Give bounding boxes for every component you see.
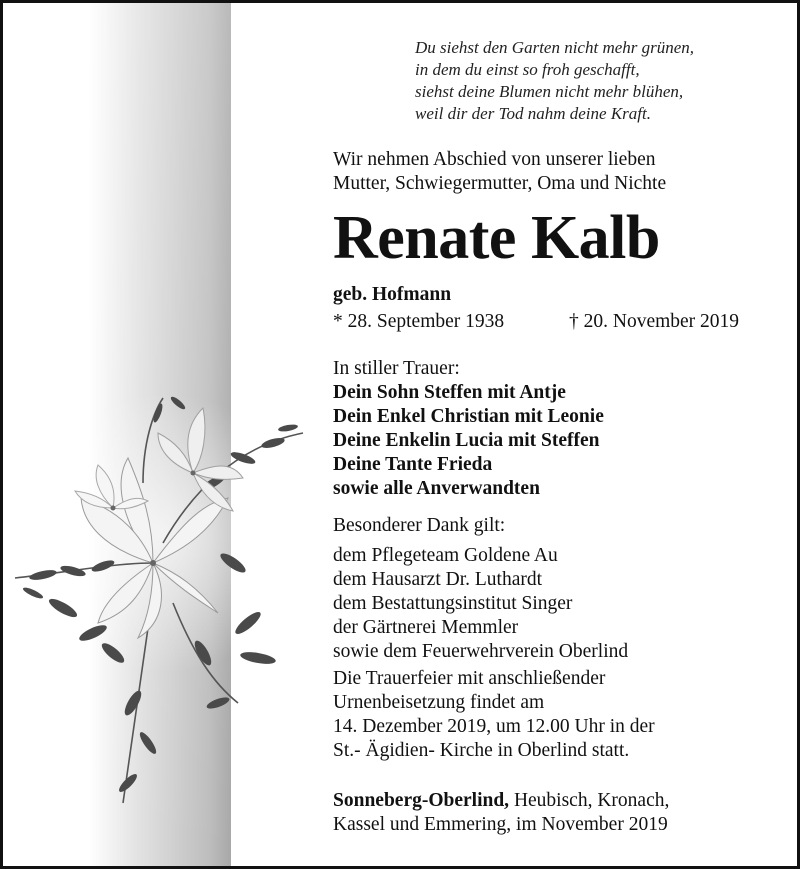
thanks-line: dem Pflegeteam Goldene Au <box>333 545 558 566</box>
thanks-line: der Gärtnerei Memmler <box>333 617 519 638</box>
thanks-section <box>333 514 628 664</box>
poem-line: Du siehst den Garten nicht mehr grünen, <box>415 38 695 57</box>
thanks-heading: Besonderer Dank gilt: <box>333 515 506 536</box>
thanks-line: dem Bestattungsinstitut Singer <box>333 593 573 614</box>
poem-line: in dem du einst so froh geschafft, <box>415 60 640 79</box>
funeral-line: 14. Dezember 2019, um 12.00 Uhr in der <box>333 716 655 737</box>
mourner-line: Dein Sohn Steffen mit Antje <box>333 382 566 403</box>
thanks-line: sowie dem Feuerwehrverein Oberlind <box>333 641 629 662</box>
memorial-poem <box>415 37 775 125</box>
intro-line: Mutter, Schwiegermutter, Oma und Nichte <box>333 173 667 194</box>
poem-line: siehst deine Blumen nicht mehr blühen, <box>415 82 684 101</box>
other-places: Heubisch, Kronach, <box>509 790 670 811</box>
poem-line: weil dir der Tod nahm deine Kraft. <box>415 104 651 123</box>
lily-bouquet-illustration <box>3 3 323 866</box>
mourner-line: sowie alle Anverwandten <box>333 478 540 499</box>
intro-line: Wir nehmen Abschied von unserer lieben <box>333 149 656 170</box>
thanks-line: dem Hausarzt Dr. Luthardt <box>333 569 543 590</box>
deceased-name: Renate Kalb <box>333 204 660 272</box>
birth-date: * 28. September 1938 <box>333 311 505 332</box>
funeral-info <box>333 667 655 763</box>
closing-line <box>333 789 669 813</box>
mourners-section <box>333 357 604 501</box>
mourner-line: Deine Enkelin Lucia mit Steffen <box>333 430 600 451</box>
place-name: Sonneberg-Oberlind, <box>333 790 510 811</box>
funeral-line: Urnenbeisetzung findet am <box>333 692 545 713</box>
mourner-line: Deine Tante Frieda <box>333 454 493 475</box>
funeral-line: St.- Ägidien- Kirche in Oberlind statt. <box>333 740 630 761</box>
life-dates <box>333 311 740 333</box>
closing-line: Kassel und Emmering, im November 2019 <box>333 814 668 835</box>
birth-name: geb. Hofmann <box>333 284 452 305</box>
place-and-date <box>333 789 669 837</box>
farewell-intro <box>333 148 666 196</box>
death-date: † 20. November 2019 <box>569 311 740 332</box>
mourners-heading: In stiller Trauer: <box>333 358 460 379</box>
mourner-line: Dein Enkel Christian mit Leonie <box>333 406 604 427</box>
funeral-line: Die Trauerfeier mit anschließender <box>333 668 606 689</box>
